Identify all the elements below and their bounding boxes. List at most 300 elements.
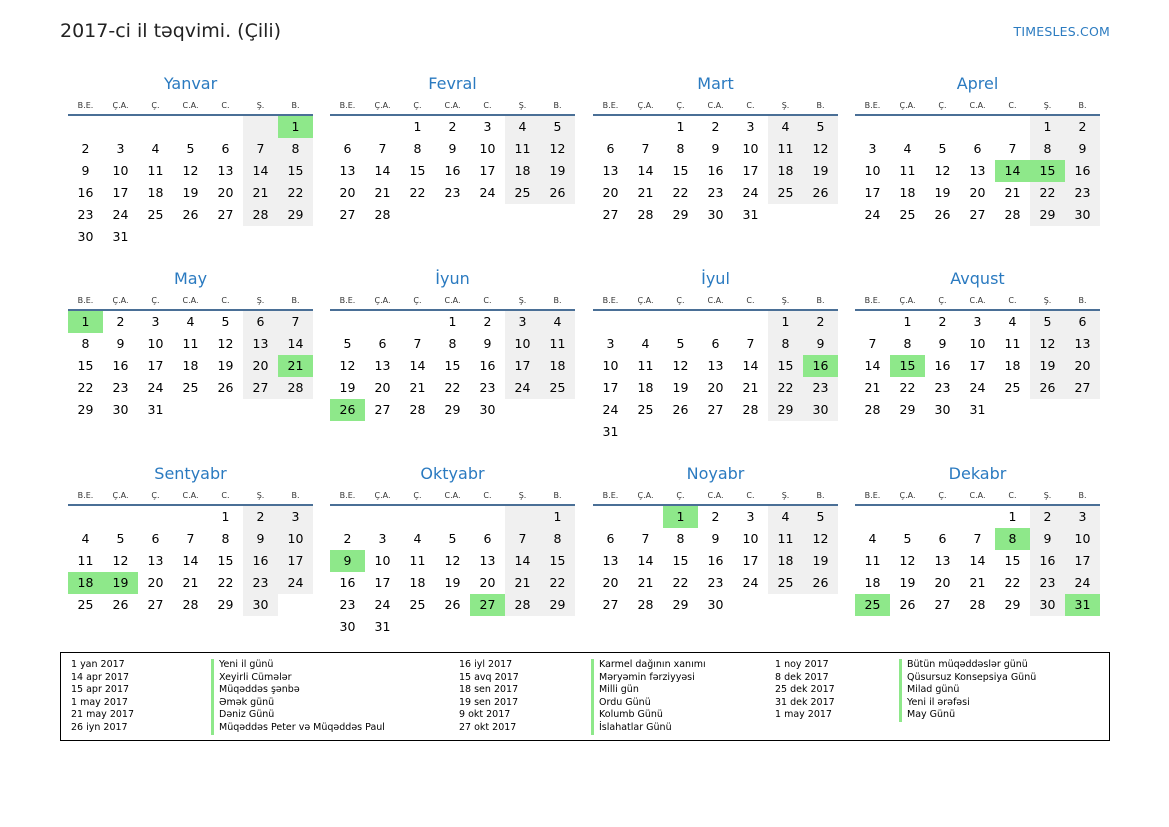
day-cell: 9 xyxy=(116,336,125,351)
empty-cell xyxy=(435,506,470,528)
day-cell: 21 xyxy=(505,572,540,594)
day-cell: 22 xyxy=(217,575,234,590)
weekday-header xyxy=(68,488,313,506)
day-cell: 11 xyxy=(1004,336,1021,351)
holiday-day-cell: 15 xyxy=(1030,160,1065,182)
month-grid xyxy=(68,488,313,616)
day-cell: 10 xyxy=(505,333,540,355)
day-cell: 15 xyxy=(77,358,94,373)
legend-dates-col-1 xyxy=(71,659,134,735)
week-row xyxy=(330,506,575,528)
day-cell: 4 xyxy=(903,141,912,156)
legend-date: 15 avq 2017 xyxy=(459,671,519,683)
empty-cell xyxy=(330,116,365,138)
week-row xyxy=(330,572,575,594)
day-cell: 30 xyxy=(1030,594,1065,616)
weekday-label: C.A. xyxy=(444,101,461,110)
empty-cell xyxy=(628,116,663,138)
month-name: Avqust xyxy=(950,269,1005,288)
weekday-header xyxy=(330,488,575,506)
week-row xyxy=(330,528,575,550)
day-cell: 13 xyxy=(374,358,391,373)
day-cell: 7 xyxy=(413,336,422,351)
holiday-day-cell: 1 xyxy=(663,506,698,528)
weekday-label: C. xyxy=(483,101,492,110)
day-cell: 3 xyxy=(746,119,755,134)
day-cell: 29 xyxy=(77,402,94,417)
day-cell: 31 xyxy=(969,402,986,417)
day-cell: 16 xyxy=(707,163,724,178)
week-row xyxy=(593,421,838,443)
day-cell: 18 xyxy=(409,575,426,590)
day-cell: 19 xyxy=(444,575,461,590)
day-cell: 3 xyxy=(116,141,125,156)
day-cell: 18 xyxy=(768,550,803,572)
day-cell: 13 xyxy=(217,163,234,178)
day-cell: 14 xyxy=(505,550,540,572)
week-row xyxy=(855,333,1100,355)
week-row xyxy=(330,594,575,616)
month-block xyxy=(855,268,1100,421)
day-cell: 6 xyxy=(973,141,982,156)
weekday-label: Ş. xyxy=(1043,491,1052,500)
day-cell: 5 xyxy=(1030,311,1065,333)
day-cell: 31 xyxy=(602,424,619,439)
week-row xyxy=(593,528,838,550)
day-cell: 14 xyxy=(637,163,654,178)
weekday-header xyxy=(330,293,575,311)
weekday-label: C. xyxy=(746,296,755,305)
weekday-label: B. xyxy=(553,491,562,500)
empty-cell xyxy=(855,311,890,333)
week-row xyxy=(593,572,838,594)
week-row xyxy=(330,377,575,399)
empty-cell xyxy=(400,506,435,528)
day-cell: 13 xyxy=(969,163,986,178)
week-row xyxy=(68,333,313,355)
empty-cell xyxy=(435,204,470,226)
day-cell: 4 xyxy=(768,506,803,528)
weekday-label: Ç.A. xyxy=(112,101,129,110)
empty-cell xyxy=(68,116,103,138)
month-block xyxy=(68,268,313,421)
day-cell: 8 xyxy=(768,333,803,355)
day-cell: 19 xyxy=(540,160,575,182)
brand-link[interactable]: TIMESLES.COM xyxy=(1013,24,1110,39)
day-cell: 15 xyxy=(409,163,426,178)
day-cell: 27 xyxy=(969,207,986,222)
weekday-label: Ç. xyxy=(676,296,685,305)
weekday-label: C.A. xyxy=(182,296,199,305)
day-cell: 1 xyxy=(221,509,230,524)
weekday-label: Ş. xyxy=(781,101,790,110)
empty-cell xyxy=(365,506,400,528)
day-cell: 12 xyxy=(934,163,951,178)
day-cell: 15 xyxy=(1004,553,1021,568)
weekday-label: Ç. xyxy=(676,491,685,500)
empty-cell xyxy=(243,399,278,421)
weekday-label: Ç. xyxy=(151,101,160,110)
holiday-day-cell: 25 xyxy=(855,594,890,616)
legend-date: 21 may 2017 xyxy=(71,709,135,721)
day-cell: 3 xyxy=(746,509,755,524)
week-row xyxy=(330,138,575,160)
legend-holiday: Dəniz Günü xyxy=(211,709,385,722)
holiday-day-cell: 14 xyxy=(995,160,1030,182)
legend-holiday: Milad günü xyxy=(899,684,1036,697)
day-cell: 14 xyxy=(374,163,391,178)
empty-cell xyxy=(68,506,103,528)
day-cell: 20 xyxy=(707,380,724,395)
weekday-label: Ç.A. xyxy=(374,491,391,500)
empty-cell xyxy=(365,311,400,333)
weekday-header xyxy=(593,488,838,506)
month-block xyxy=(68,73,313,248)
weekday-label: B.E. xyxy=(77,296,94,305)
day-cell: 20 xyxy=(602,185,619,200)
month-grid xyxy=(593,98,838,226)
day-cell: 24 xyxy=(479,185,496,200)
week-row xyxy=(330,333,575,355)
day-cell: 3 xyxy=(151,314,160,329)
empty-cell xyxy=(173,399,208,421)
day-cell: 18 xyxy=(147,185,164,200)
empty-cell xyxy=(505,616,540,638)
day-cell: 3 xyxy=(505,311,540,333)
day-cell: 30 xyxy=(77,229,94,244)
day-cell: 12 xyxy=(803,138,838,160)
day-cell: 23 xyxy=(339,597,356,612)
empty-cell xyxy=(733,594,768,616)
day-cell: 13 xyxy=(602,163,619,178)
day-cell: 2 xyxy=(448,119,457,134)
day-cell: 16 xyxy=(243,550,278,572)
weekday-label: Ş. xyxy=(1043,101,1052,110)
day-cell: 1 xyxy=(540,506,575,528)
day-cell: 11 xyxy=(505,138,540,160)
day-cell: 11 xyxy=(147,163,164,178)
day-cell: 3 xyxy=(1065,506,1100,528)
legend-date: 1 noy 2017 xyxy=(775,659,829,670)
week-row xyxy=(330,204,575,226)
weekday-label: Ç.A. xyxy=(374,101,391,110)
day-cell: 13 xyxy=(602,553,619,568)
day-cell: 21 xyxy=(864,380,881,395)
legend-holiday: Milli gün xyxy=(591,684,706,697)
day-cell: 22 xyxy=(672,575,689,590)
day-cell: 12 xyxy=(444,553,461,568)
month-name: İyun xyxy=(435,269,470,288)
day-cell: 30 xyxy=(243,594,278,616)
month-name: Noyabr xyxy=(686,464,745,483)
week-row xyxy=(330,550,575,572)
empty-cell xyxy=(138,506,173,528)
legend-date: 25 dek 2017 xyxy=(775,684,835,696)
week-row xyxy=(68,160,313,182)
holiday-day-cell: 18 xyxy=(68,572,103,594)
day-cell: 26 xyxy=(803,182,838,204)
weekday-header xyxy=(855,293,1100,311)
day-cell: 5 xyxy=(903,531,912,546)
empty-cell xyxy=(593,311,628,333)
week-row xyxy=(593,116,838,138)
legend-holiday: May Günü xyxy=(899,709,1036,722)
day-cell: 10 xyxy=(742,531,759,546)
legend-date: 1 yan 2017 xyxy=(71,659,125,670)
day-cell: 18 xyxy=(768,160,803,182)
day-cell: 23 xyxy=(77,207,94,222)
day-cell: 3 xyxy=(378,531,387,546)
empty-cell xyxy=(1065,399,1100,421)
week-row xyxy=(68,182,313,204)
day-cell: 1 xyxy=(676,119,685,134)
day-cell: 25 xyxy=(1004,380,1021,395)
empty-cell xyxy=(593,116,628,138)
weekday-label: Ş. xyxy=(781,491,790,500)
day-cell: 11 xyxy=(768,528,803,550)
day-cell: 13 xyxy=(147,553,164,568)
day-cell: 6 xyxy=(1065,311,1100,333)
day-cell: 13 xyxy=(1065,333,1100,355)
day-cell: 8 xyxy=(1030,138,1065,160)
weekday-label: C. xyxy=(746,491,755,500)
legend-date: 18 sen 2017 xyxy=(459,684,519,696)
weekday-label: C. xyxy=(1008,491,1017,500)
weekday-label: Ç.A. xyxy=(374,296,391,305)
empty-cell xyxy=(173,506,208,528)
day-cell: 10 xyxy=(864,163,881,178)
day-cell: 17 xyxy=(112,185,129,200)
day-cell: 1 xyxy=(413,119,422,134)
day-cell: 25 xyxy=(899,207,916,222)
day-cell: 23 xyxy=(444,185,461,200)
weekday-label: C. xyxy=(483,296,492,305)
month-name: Yanvar xyxy=(163,74,218,93)
day-cell: 12 xyxy=(182,163,199,178)
empty-cell xyxy=(628,311,663,333)
month-name: Dekabr xyxy=(948,464,1007,483)
day-cell: 26 xyxy=(672,402,689,417)
weekday-label: Ç. xyxy=(938,491,947,500)
day-cell: 8 xyxy=(81,336,90,351)
day-cell: 28 xyxy=(374,207,391,222)
holiday-day-cell: 8 xyxy=(995,528,1030,550)
holiday-day-cell: 1 xyxy=(278,116,313,138)
empty-cell xyxy=(628,506,663,528)
day-cell: 5 xyxy=(938,141,947,156)
day-cell: 18 xyxy=(864,575,881,590)
legend-holiday: Kolumb Günü xyxy=(591,709,706,722)
day-cell: 22 xyxy=(77,380,94,395)
weekday-label: Ç.A. xyxy=(637,296,654,305)
day-cell: 2 xyxy=(938,314,947,329)
day-cell: 10 xyxy=(969,336,986,351)
legend-holiday: Xeyirli Cümələr xyxy=(211,672,385,685)
empty-cell xyxy=(243,116,278,138)
day-cell: 17 xyxy=(1065,550,1100,572)
weekday-label: B. xyxy=(816,101,825,110)
weekday-label: B. xyxy=(291,491,300,500)
week-row xyxy=(855,399,1100,421)
week-row xyxy=(593,333,838,355)
empty-cell xyxy=(995,116,1030,138)
weekday-label: C. xyxy=(221,491,230,500)
day-cell: 18 xyxy=(899,185,916,200)
day-cell: 22 xyxy=(409,185,426,200)
day-cell: 7 xyxy=(868,336,877,351)
week-row xyxy=(855,550,1100,572)
day-cell: 6 xyxy=(221,141,230,156)
week-row xyxy=(855,355,1100,377)
legend-date: 14 apr 2017 xyxy=(71,671,130,683)
month-name: Fevral xyxy=(428,74,477,93)
day-cell: 11 xyxy=(540,333,575,355)
day-cell: 31 xyxy=(374,619,391,634)
day-cell: 2 xyxy=(711,509,720,524)
day-cell: 6 xyxy=(378,336,387,351)
weekday-label: B.E. xyxy=(864,101,881,110)
day-cell: 14 xyxy=(969,553,986,568)
empty-cell xyxy=(855,116,890,138)
week-row xyxy=(68,399,313,421)
empty-cell xyxy=(208,226,243,248)
week-row xyxy=(68,204,313,226)
legend-date: 16 iyl 2017 xyxy=(459,659,513,670)
day-cell: 10 xyxy=(479,141,496,156)
weekday-label: Ş. xyxy=(256,296,265,305)
day-cell: 26 xyxy=(540,182,575,204)
empty-cell xyxy=(278,594,313,616)
day-cell: 27 xyxy=(602,597,619,612)
day-cell: 5 xyxy=(676,336,685,351)
empty-cell xyxy=(960,116,995,138)
weekday-label: C.A. xyxy=(707,296,724,305)
week-row xyxy=(593,594,838,616)
week-row xyxy=(593,355,838,377)
day-cell: 25 xyxy=(637,402,654,417)
day-cell: 28 xyxy=(409,402,426,417)
day-cell: 5 xyxy=(186,141,195,156)
day-cell: 24 xyxy=(374,597,391,612)
month-block xyxy=(330,463,575,638)
day-cell: 26 xyxy=(1030,377,1065,399)
day-cell: 10 xyxy=(742,141,759,156)
day-cell: 27 xyxy=(374,402,391,417)
holiday-day-cell: 16 xyxy=(803,355,838,377)
day-cell: 4 xyxy=(641,336,650,351)
day-cell: 31 xyxy=(742,207,759,222)
month-name: Aprel xyxy=(956,74,999,93)
day-cell: 13 xyxy=(479,553,496,568)
day-cell: 15 xyxy=(278,160,313,182)
empty-cell xyxy=(103,506,138,528)
day-cell: 12 xyxy=(1030,333,1065,355)
day-cell: 9 xyxy=(81,163,90,178)
empty-cell xyxy=(400,616,435,638)
day-cell: 28 xyxy=(742,402,759,417)
weekday-header xyxy=(593,98,838,116)
day-cell: 11 xyxy=(768,138,803,160)
day-cell: 12 xyxy=(672,358,689,373)
weekday-label: Ç.A. xyxy=(899,491,916,500)
weekday-label: Ç. xyxy=(413,491,422,500)
empty-cell xyxy=(400,204,435,226)
day-cell: 12 xyxy=(540,138,575,160)
weekday-label: Ç. xyxy=(676,101,685,110)
weekday-label: Ş. xyxy=(518,491,527,500)
day-cell: 29 xyxy=(672,207,689,222)
week-row xyxy=(855,594,1100,616)
day-cell: 7 xyxy=(243,138,278,160)
day-cell: 20 xyxy=(479,575,496,590)
day-cell: 3 xyxy=(973,314,982,329)
day-cell: 16 xyxy=(77,185,94,200)
day-cell: 24 xyxy=(602,402,619,417)
weekday-label: Ç. xyxy=(151,296,160,305)
day-cell: 24 xyxy=(147,380,164,395)
day-cell: 30 xyxy=(934,402,951,417)
day-cell: 15 xyxy=(444,358,461,373)
day-cell: 3 xyxy=(606,336,615,351)
day-cell: 25 xyxy=(147,207,164,222)
day-cell: 17 xyxy=(602,380,619,395)
day-cell: 29 xyxy=(217,597,234,612)
day-cell: 1 xyxy=(1030,116,1065,138)
week-row xyxy=(68,226,313,248)
day-cell: 9 xyxy=(1030,528,1065,550)
month-grid xyxy=(330,98,575,226)
week-row xyxy=(855,182,1100,204)
day-cell: 28 xyxy=(637,597,654,612)
legend-holiday: Müqəddəs Peter və Müqəddəs Paul xyxy=(211,722,385,735)
weekday-label: C. xyxy=(1008,296,1017,305)
day-cell: 7 xyxy=(746,336,755,351)
weekday-label: Ç. xyxy=(413,101,422,110)
day-cell: 17 xyxy=(742,553,759,568)
week-row xyxy=(68,355,313,377)
empty-cell xyxy=(330,311,365,333)
day-cell: 10 xyxy=(1065,528,1100,550)
day-cell: 28 xyxy=(637,207,654,222)
weekday-label: B.E. xyxy=(864,296,881,305)
day-cell: 7 xyxy=(186,531,195,546)
day-cell: 28 xyxy=(278,377,313,399)
empty-cell xyxy=(365,116,400,138)
month-block xyxy=(330,73,575,226)
day-cell: 25 xyxy=(505,182,540,204)
empty-cell xyxy=(925,116,960,138)
day-cell: 20 xyxy=(339,185,356,200)
week-row xyxy=(68,528,313,550)
month-grid xyxy=(330,293,575,421)
empty-cell xyxy=(278,226,313,248)
month-grid xyxy=(68,98,313,248)
day-cell: 4 xyxy=(413,531,422,546)
day-cell: 28 xyxy=(182,597,199,612)
day-cell: 21 xyxy=(969,575,986,590)
day-cell: 2 xyxy=(711,119,720,134)
day-cell: 2 xyxy=(1030,506,1065,528)
empty-cell xyxy=(540,399,575,421)
empty-cell xyxy=(698,421,733,443)
weekday-label: C.A. xyxy=(969,491,986,500)
day-cell: 14 xyxy=(409,358,426,373)
weekday-label: C.A. xyxy=(969,101,986,110)
day-cell: 30 xyxy=(707,207,724,222)
day-cell: 11 xyxy=(77,553,94,568)
empty-cell xyxy=(803,421,838,443)
day-cell: 15 xyxy=(672,553,689,568)
